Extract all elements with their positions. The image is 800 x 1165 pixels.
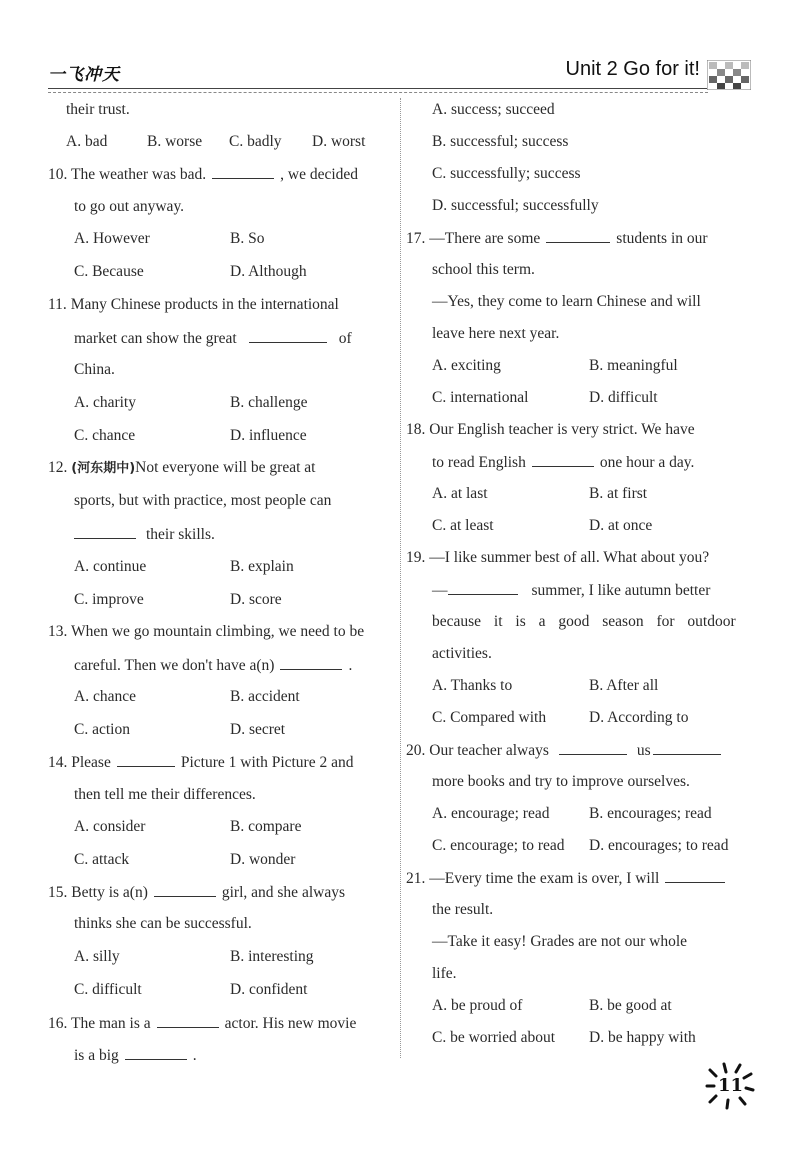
option-c: C. successfully; success [432, 165, 581, 182]
question-text: —I like summer best of all. What about you? [429, 549, 710, 566]
option-c: C. Compared with [432, 709, 547, 726]
question-text: When we go mountain climbing, we need to be [70, 623, 365, 640]
question-text: Picture 1 with Picture 2 and [180, 754, 354, 771]
option-d: D. Although [230, 263, 307, 280]
question-text: more books and try to improve ourselves. [432, 773, 690, 790]
answer-blank [280, 655, 342, 670]
option-c: C. at least [432, 517, 494, 534]
question-text: is a big [74, 1047, 119, 1064]
answer-blank [154, 882, 216, 897]
page-number: 11 [718, 1075, 744, 1096]
question-text: careful. Then we don't have a(n) [74, 657, 275, 674]
option-c: C. attack [74, 851, 130, 868]
question-number: 17. [406, 230, 426, 247]
question-number: 11. [48, 296, 67, 313]
option-c: C. be worried about [432, 1029, 556, 1046]
q9-option-a: A. bad [66, 133, 108, 150]
answer-blank [546, 228, 610, 243]
question-text: actor. His new movie [224, 1015, 357, 1032]
answer-blank [559, 740, 627, 755]
option-b: B. encourages; read [589, 805, 712, 822]
option-a: A. success; succeed [432, 101, 555, 118]
option-b: B. meaningful [589, 357, 678, 374]
question-text: students in our [616, 230, 708, 247]
checker-decoration-icon [707, 60, 751, 90]
question-text: . [348, 657, 353, 674]
option-d: D. be happy with [589, 1029, 696, 1046]
option-d: D. encourages; to read [589, 837, 729, 854]
option-c: C. improve [74, 591, 144, 608]
option-b: B. So [230, 230, 265, 247]
option-b: B. challenge [230, 394, 308, 411]
q9-option-d: D. worst [312, 133, 366, 150]
question-number: 20. [406, 742, 426, 759]
question-text: Betty is a(n) [71, 884, 148, 901]
question-text: us [636, 742, 651, 759]
option-a: A. silly [74, 948, 120, 965]
question-text: , we decided [280, 166, 359, 183]
question-text: summer, I like autumn better [531, 582, 711, 599]
question-text: one hour a day. [599, 454, 695, 471]
question-text: —There are some [429, 230, 541, 247]
question-text: their skills. [146, 526, 215, 543]
question-number: 15. [48, 884, 68, 901]
question-number: 21. [406, 870, 426, 887]
option-c: C. encourage; to read [432, 837, 565, 854]
question-text: because it is a good season for outdoor [432, 613, 736, 630]
question-number: 10. [48, 166, 68, 183]
header-rule [48, 88, 708, 89]
option-a: A. consider [74, 818, 146, 835]
option-d: D. score [230, 591, 282, 608]
question-number: 18. [406, 421, 426, 438]
option-c: C. international [432, 389, 529, 406]
option-a: A. exciting [432, 357, 501, 374]
question-text: Our teacher always [429, 742, 549, 759]
question-text: Many Chinese products in the international [70, 296, 339, 313]
question-number: 16. [48, 1015, 68, 1032]
answer-blank [249, 328, 327, 343]
answer-blank [532, 452, 594, 467]
option-c: C. chance [74, 427, 136, 444]
question-text: thinks she can be successful. [74, 915, 252, 932]
option-b: B. compare [230, 818, 302, 835]
answer-blank [117, 752, 175, 767]
question-text: life. [432, 965, 457, 982]
option-d: D. difficult [589, 389, 658, 406]
question-text: to go out anyway. [74, 198, 185, 215]
question-number: 12. [48, 459, 68, 476]
answer-blank [448, 580, 518, 595]
option-d: D. influence [230, 427, 307, 444]
q9-option-c: C. badly [229, 133, 282, 150]
option-a: A. Thanks to [432, 677, 513, 694]
question-text: sports, but with practice, most people can [74, 492, 332, 509]
question-text: —Every time the exam is over, I will [429, 870, 660, 887]
question-text: to read English [432, 454, 526, 471]
answer-blank [212, 164, 274, 179]
question-text: China. [74, 361, 115, 378]
option-d: D. at once [589, 517, 653, 534]
question-number: 13. [48, 623, 68, 640]
option-b: B. be good at [589, 997, 672, 1014]
option-b: B. interesting [230, 948, 314, 965]
question-text: — [432, 582, 448, 599]
option-a: A. However [74, 230, 150, 247]
question-text: Not everyone will be great at [135, 459, 316, 476]
question-number: 14. [48, 754, 68, 771]
question-text: the result. [432, 901, 494, 918]
option-d: D. successful; successfully [432, 197, 599, 214]
option-b: B. explain [230, 558, 294, 575]
question-text: market can show the great [74, 330, 237, 347]
question-text: —Yes, they come to learn Chinese and will [432, 293, 701, 310]
option-c: C. difficult [74, 981, 142, 998]
question-text: school this term. [432, 261, 535, 278]
question-text: The weather was bad. [70, 166, 207, 183]
answer-blank [125, 1045, 187, 1060]
column-divider [400, 98, 401, 1058]
answer-blank [653, 740, 721, 755]
option-b: B. After all [589, 677, 659, 694]
option-c: C. Because [74, 263, 144, 280]
answer-blank [157, 1013, 219, 1028]
question-text: The man is a [70, 1015, 151, 1032]
question-text: activities. [432, 645, 492, 662]
question-text: Our English teacher is very strict. We have [429, 421, 695, 438]
option-a: A. continue [74, 558, 147, 575]
q9-option-b: B. worse [147, 133, 203, 150]
option-d: D. wonder [230, 851, 296, 868]
q9-tail: their trust. [66, 101, 130, 118]
option-a: A. encourage; read [432, 805, 550, 822]
answer-blank [74, 524, 136, 539]
option-b: B. at first [589, 485, 648, 502]
option-c: C. action [74, 721, 130, 738]
unit-title: Unit 2 Go for it! [565, 58, 700, 80]
option-b: B. successful; success [432, 133, 569, 150]
answer-blank [665, 868, 725, 883]
option-a: A. chance [74, 688, 136, 705]
option-a: A. at last [432, 485, 488, 502]
header-rule-dashed [48, 92, 708, 93]
question-text: —Take it easy! Grades are not our whole [432, 933, 688, 950]
question-text: Please [71, 754, 111, 771]
question-number: 19. [406, 549, 426, 566]
question-text: of [338, 330, 352, 347]
option-d: D. confident [230, 981, 308, 998]
option-b: B. accident [230, 688, 300, 705]
page-header [0, 0, 800, 100]
option-a: A. be proud of [432, 997, 523, 1014]
option-d: D. According to [589, 709, 689, 726]
question-text: . [192, 1047, 197, 1064]
option-a: A. charity [74, 394, 136, 411]
question-text: then tell me their differences. [74, 786, 256, 803]
question-text: leave here next year. [432, 325, 560, 342]
question-text: girl, and she always [221, 884, 345, 901]
brand-logo: 一飞冲天 [48, 65, 120, 85]
source-tag: (河东期中) [71, 461, 136, 476]
option-d: D. secret [230, 721, 286, 738]
